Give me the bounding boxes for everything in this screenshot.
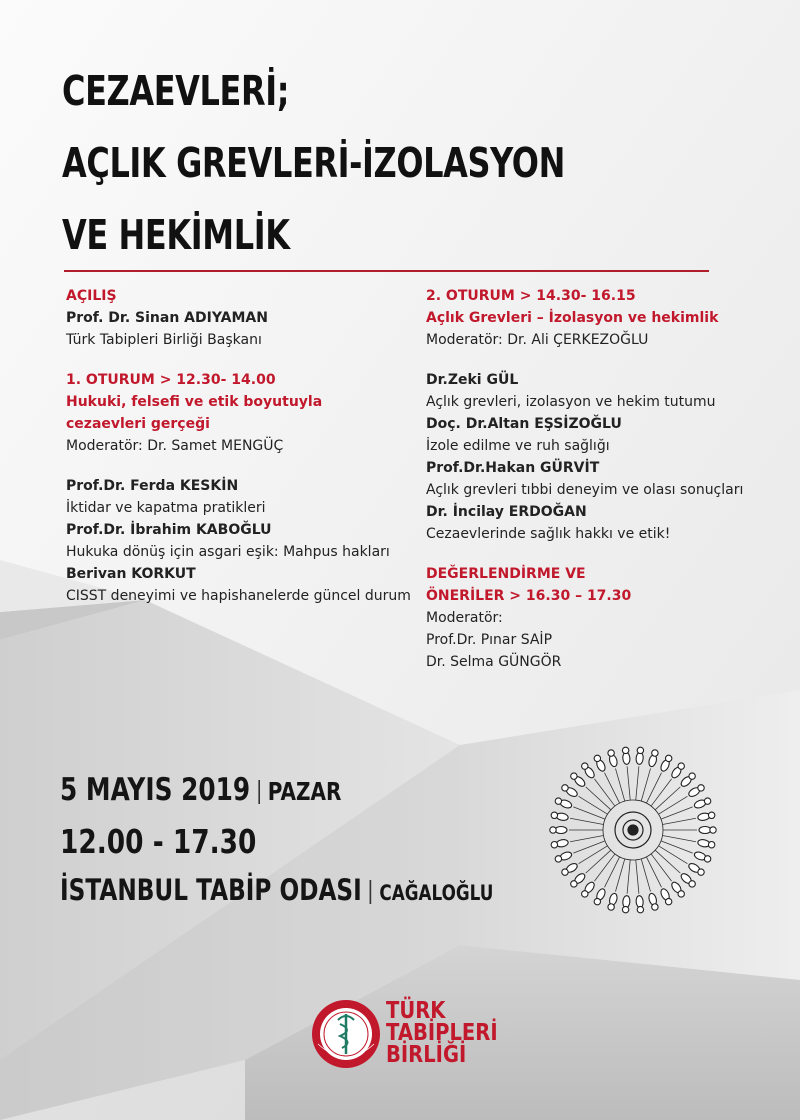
title-line-1: CEZAEVLERİ; bbox=[62, 67, 290, 115]
final-heading-line1: DEĞERLENDİRME VE bbox=[426, 566, 586, 582]
event-day: PAZAR bbox=[267, 777, 342, 806]
session2-topic: Açlık Grevleri – İzolasyon ve hekimlik bbox=[426, 310, 719, 326]
program-right-column bbox=[426, 285, 743, 673]
organization-name bbox=[386, 1000, 498, 1066]
speaker-name: Dr.Zeki GÜL bbox=[426, 372, 519, 388]
opening-speaker: Prof. Dr. Sinan ADIYAMAN bbox=[66, 310, 268, 326]
final-moderator-label: Moderatör: bbox=[426, 610, 503, 626]
speaker-name: Prof.Dr. Ferda KESKİN bbox=[66, 478, 239, 494]
speaker-name: Prof.Dr. İbrahim KABOĞLU bbox=[66, 522, 272, 538]
final-heading-line2: ÖNERİLER > 16.30 – 17.30 bbox=[426, 588, 632, 604]
page-title bbox=[62, 55, 565, 271]
title-line-3: VE HEKİMLİK bbox=[62, 211, 290, 259]
speaker-talk: İktidar ve kapatma pratikleri bbox=[66, 500, 266, 516]
speaker-talk: İzole edilme ve ruh sağlığı bbox=[426, 438, 610, 454]
event-district: CAĞALOĞLU bbox=[379, 881, 494, 905]
speaker-name: Prof.Dr.Hakan GÜRVİT bbox=[426, 460, 600, 476]
speaker-name: Dr. İncilay ERDOĞAN bbox=[426, 504, 587, 520]
opening-heading: AÇILIŞ bbox=[66, 288, 117, 304]
org-name-line2: TABİPLERİ bbox=[386, 1020, 498, 1046]
caduceus-seal-icon bbox=[310, 998, 382, 1070]
session1-topic-line1: Hukuki, felsefi ve etik boyutuyla bbox=[66, 394, 323, 410]
speaker-talk: CISST deneyimi ve hapishanelerde güncel durum bbox=[66, 588, 411, 604]
speaker-talk: Açlık grevleri, izolasyon ve hekim tutumu bbox=[426, 394, 716, 410]
event-info bbox=[60, 768, 493, 915]
speaker-talk: Cezaevlerinde sağlık hakkı ve etik! bbox=[426, 526, 671, 542]
session1-topic-line2: cezaevleri gerçeği bbox=[66, 416, 210, 432]
title-line-2: AÇLIK GREVLERİ-İZOLASYON bbox=[62, 139, 565, 187]
session1-moderator: Moderatör: Dr. Samet MENGÜÇ bbox=[66, 438, 284, 454]
final-moderator: Dr. Selma GÜNGÖR bbox=[426, 654, 562, 670]
circle-of-people-drawing bbox=[543, 740, 723, 920]
divider-rule bbox=[64, 270, 709, 272]
speaker-name: Doç. Dr.Altan EŞSİZOĞLU bbox=[426, 416, 622, 432]
event-date: 5 MAYIS 2019 bbox=[60, 772, 251, 808]
speaker-name: Berivan KORKUT bbox=[66, 566, 196, 582]
event-venue: İSTANBUL TABİP ODASI bbox=[60, 873, 362, 907]
event-time: 12.00 - 17.30 bbox=[60, 822, 257, 861]
speaker-talk: Açlık grevleri tıbbi deneyim ve olası sonuçları bbox=[426, 482, 744, 498]
session1-heading: 1. OTURUM > 12.30- 14.00 bbox=[66, 372, 276, 388]
final-moderator: Prof.Dr. Pınar SAİP bbox=[426, 632, 553, 648]
org-name-line3: BİRLİĞİ bbox=[386, 1042, 467, 1068]
session2-heading: 2. OTURUM > 14.30- 16.15 bbox=[426, 288, 636, 304]
org-name-line1: TÜRK bbox=[386, 998, 446, 1024]
session2-moderator: Moderatör: Dr. Ali ÇERKEZOĞLU bbox=[426, 332, 649, 348]
opening-role: Türk Tabipleri Birliği Başkanı bbox=[66, 332, 262, 348]
program-left-column bbox=[66, 285, 411, 607]
speaker-talk: Hukuka dönüş için asgari eşik: Mahpus hakları bbox=[66, 544, 390, 560]
